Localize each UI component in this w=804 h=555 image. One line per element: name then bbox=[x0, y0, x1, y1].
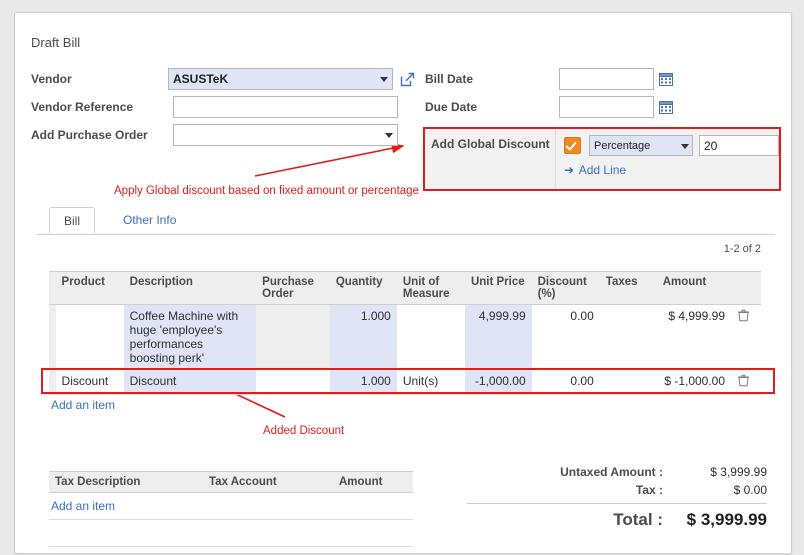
total-label: Total : bbox=[613, 510, 663, 529]
table-row[interactable] bbox=[49, 305, 761, 370]
add-line-button[interactable] bbox=[564, 163, 779, 177]
cell-taxes[interactable] bbox=[600, 305, 657, 370]
global-discount-label: Add Global Discount bbox=[425, 129, 556, 189]
column-unit-price: Unit Price bbox=[465, 272, 532, 305]
global-discount-type-value: Percentage bbox=[594, 139, 651, 152]
table-row[interactable] bbox=[49, 370, 761, 395]
table-header-row bbox=[49, 272, 761, 305]
cell-discount[interactable]: 0.00 bbox=[532, 370, 600, 395]
field-due-date-label: Due Date bbox=[425, 100, 478, 114]
record-pager: 1-2 of 2 bbox=[723, 243, 761, 255]
chevron-down-icon bbox=[681, 144, 689, 149]
column-discount: Discount (%) bbox=[532, 272, 600, 305]
field-vendor-reference bbox=[25, 93, 415, 121]
cell-quantity[interactable]: 1.000 bbox=[330, 305, 397, 370]
add-purchase-order-select[interactable] bbox=[173, 124, 398, 146]
tax-label: Tax : bbox=[635, 483, 663, 497]
annotation-added-discount: Added Discount bbox=[263, 425, 345, 437]
field-due-date bbox=[419, 93, 781, 121]
totals-panel bbox=[457, 463, 767, 532]
cell-delete[interactable] bbox=[731, 370, 761, 395]
untaxed-amount-value: $ 3,999.99 bbox=[710, 465, 767, 479]
field-bill-date-label: Bill Date bbox=[425, 72, 474, 86]
column-quantity: Quantity bbox=[330, 272, 397, 305]
due-date-input[interactable] bbox=[559, 96, 654, 118]
cell-purchase-order[interactable] bbox=[256, 305, 330, 370]
column-amount: Amount bbox=[657, 272, 731, 305]
cell-taxes[interactable] bbox=[600, 370, 657, 395]
annotation-global-discount: Apply Global discount based on fixed amount or percentage bbox=[114, 185, 419, 197]
form-right-column bbox=[419, 65, 781, 121]
column-tax-description: Tax Description bbox=[49, 472, 203, 493]
cell-unit-price[interactable]: -1,000.00 bbox=[465, 370, 532, 395]
cell-amount: $ -1,000.00 bbox=[657, 370, 731, 395]
field-vendor bbox=[25, 65, 415, 93]
cell-purchase-order[interactable] bbox=[256, 370, 330, 395]
column-tax-amount: Amount bbox=[333, 472, 413, 493]
field-vendor-label: Vendor bbox=[31, 72, 72, 86]
column-description: Description bbox=[124, 272, 257, 305]
chevron-down-icon bbox=[385, 133, 393, 138]
cell-unit-of-measure[interactable]: Unit(s) bbox=[397, 370, 465, 395]
add-tax-item-button[interactable]: Add an item bbox=[51, 499, 116, 513]
cell-product[interactable] bbox=[56, 305, 124, 370]
untaxed-amount-row bbox=[457, 463, 767, 481]
cell-description[interactable]: Discount bbox=[124, 370, 257, 395]
bill-date-input[interactable] bbox=[559, 68, 654, 90]
column-delete bbox=[731, 272, 761, 305]
tax-row bbox=[457, 481, 767, 499]
cell-delete[interactable] bbox=[731, 305, 761, 370]
tab-bar bbox=[37, 207, 775, 235]
page-title: Draft Bill bbox=[31, 35, 81, 50]
form-left-column bbox=[25, 65, 415, 149]
cell-empty bbox=[203, 520, 333, 547]
tab-bill[interactable]: Bill bbox=[49, 207, 95, 234]
global-discount-type-select[interactable] bbox=[589, 135, 693, 156]
column-product: Product bbox=[56, 272, 124, 305]
cell-empty bbox=[49, 520, 203, 547]
add-line-item-button[interactable]: Add an item bbox=[51, 398, 116, 412]
trash-icon[interactable] bbox=[737, 309, 750, 322]
vendor-select[interactable] bbox=[168, 68, 393, 90]
cell-quantity[interactable]: 1.000 bbox=[330, 370, 397, 395]
add-line-label: Add Line bbox=[578, 163, 627, 177]
field-bill-date bbox=[419, 65, 781, 93]
taxes-empty-row bbox=[49, 520, 413, 547]
chevron-down-icon bbox=[380, 77, 388, 82]
cell-description[interactable]: Coffee Machine with huge 'employee's performances boosting perk' bbox=[124, 305, 257, 370]
global-discount-checkbox[interactable] bbox=[564, 137, 581, 154]
cell-unit-of-measure[interactable] bbox=[397, 305, 465, 370]
invoice-lines-table bbox=[49, 271, 761, 395]
bill-form-sheet bbox=[14, 12, 792, 554]
column-tax-account: Tax Account bbox=[203, 472, 333, 493]
cell-empty bbox=[333, 520, 413, 547]
tax-value: $ 0.00 bbox=[733, 483, 767, 497]
field-add-purchase-order-label: Add Purchase Order bbox=[31, 128, 148, 142]
cell-amount: $ 4,999.99 bbox=[657, 305, 731, 370]
untaxed-amount-label: Untaxed Amount : bbox=[560, 465, 663, 479]
cell-product[interactable]: Discount bbox=[56, 370, 124, 395]
global-discount-panel bbox=[423, 127, 781, 191]
totals-divider bbox=[467, 503, 767, 504]
field-add-purchase-order bbox=[25, 121, 415, 149]
vendor-select-value: ASUSTeK bbox=[173, 72, 229, 86]
cell-discount[interactable]: 0.00 bbox=[532, 305, 600, 370]
vendor-reference-input[interactable] bbox=[173, 96, 398, 118]
total-row bbox=[457, 508, 767, 532]
column-unit-of-measure: Unit of Measure bbox=[397, 272, 465, 305]
taxes-header-row bbox=[49, 472, 413, 493]
calendar-icon[interactable] bbox=[659, 72, 673, 86]
tab-other-info[interactable]: Other Info bbox=[123, 213, 177, 227]
arrow-right-icon: ➜ bbox=[564, 163, 575, 177]
column-taxes: Taxes bbox=[600, 272, 657, 305]
external-link-icon[interactable] bbox=[400, 72, 415, 87]
cell-empty bbox=[333, 493, 413, 520]
column-purchase-order: Purchase Order bbox=[256, 272, 330, 305]
global-discount-amount-input[interactable] bbox=[699, 135, 779, 156]
field-vendor-reference-label: Vendor Reference bbox=[31, 100, 134, 114]
total-value: $ 3,999.99 bbox=[686, 510, 767, 529]
cell-unit-price[interactable]: 4,999.99 bbox=[465, 305, 532, 370]
calendar-icon[interactable] bbox=[659, 100, 673, 114]
trash-icon[interactable] bbox=[737, 374, 750, 387]
cell-empty bbox=[203, 493, 333, 520]
